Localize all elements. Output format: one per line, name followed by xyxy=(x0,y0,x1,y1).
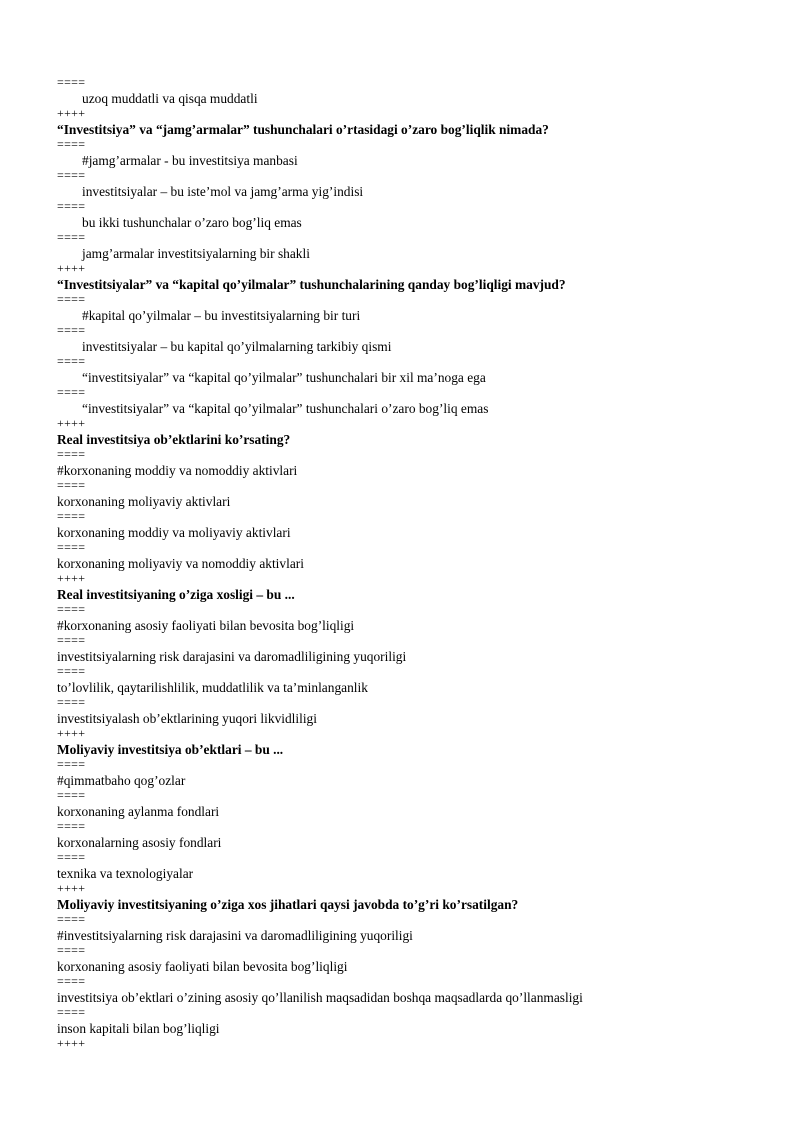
answer-separator: ==== xyxy=(57,137,86,151)
question-separator: ++++ xyxy=(57,261,86,275)
answer-separator: ==== xyxy=(57,633,86,647)
answer-option: #korxonaning moddiy va nomoddiy aktivlari xyxy=(57,462,298,478)
question-text: “Investitsiyalar” va “kapital qo’yilmalar” tushunchalarining qanday bog’liqligi mavjud? xyxy=(57,276,566,292)
answer-separator: ==== xyxy=(57,540,86,554)
answer-option: #qimmatbaho qog’ozlar xyxy=(57,772,186,788)
answer-option: investitsiyalar – bu iste’mol va jamg’arma yig’indisi xyxy=(82,183,364,199)
question-text: Real investitsiyaning o’ziga xosligi – bu ... xyxy=(57,586,295,602)
answer-option: “investitsiyalar” va “kapital qo’yilmalar” tushunchalari bir xil ma’noga ega xyxy=(82,369,486,385)
answer-separator: ==== xyxy=(57,354,86,368)
answer-separator: ==== xyxy=(57,75,86,89)
answer-option: to’lovlilik, qaytarilishlilik, muddatlilik va ta’minlanganlik xyxy=(57,679,368,695)
answer-separator: ==== xyxy=(57,819,86,833)
answer-option: #korxonaning asosiy faoliyati bilan bevosita bog’liqligi xyxy=(57,617,355,633)
answer-option: #kapital qo’yilmalar – bu investitsiyalarning bir turi xyxy=(82,307,361,323)
answer-option: investitsiyalash ob’ektlarining yuqori likvidliligi xyxy=(57,710,317,726)
answer-option: uzoq muddatli va qisqa muddatli xyxy=(82,90,258,106)
answer-separator: ==== xyxy=(57,695,86,709)
answer-separator: ==== xyxy=(57,850,86,864)
answer-separator: ==== xyxy=(57,385,86,399)
answer-option: #investitsiyalarning risk darajasini va daromadliligining yuqoriligi xyxy=(57,927,413,943)
answer-option: jamg’armalar investitsiyalarning bir shakli xyxy=(82,245,310,261)
question-separator: ++++ xyxy=(57,106,86,120)
answer-separator: ==== xyxy=(57,447,86,461)
answer-separator: ==== xyxy=(57,974,86,988)
answer-separator: ==== xyxy=(57,664,86,678)
quiz-text-body xyxy=(57,75,777,1052)
answer-separator: ==== xyxy=(57,757,86,771)
answer-separator: ==== xyxy=(57,912,86,926)
answer-option: korxonaning aylanma fondlari xyxy=(57,803,220,819)
answer-separator: ==== xyxy=(57,788,86,802)
answer-option: inson kapitali bilan bog’liqligi xyxy=(57,1020,220,1036)
answer-separator: ==== xyxy=(57,323,86,337)
answer-option: korxonaning asosiy faoliyati bilan bevosita bog’liqligi xyxy=(57,958,348,974)
answer-option: korxonaning moliyaviy va nomoddiy aktivlari xyxy=(57,555,304,571)
answer-option: #jamg’armalar - bu investitsiya manbasi xyxy=(82,152,298,168)
answer-separator: ==== xyxy=(57,509,86,523)
answer-option: texnika va texnologiyalar xyxy=(57,865,194,881)
answer-separator: ==== xyxy=(57,230,86,244)
question-separator: ++++ xyxy=(57,1036,86,1050)
answer-option: korxonaning moliyaviy aktivlari xyxy=(57,493,231,509)
answer-option: “investitsiyalar” va “kapital qo’yilmalar” tushunchalari o’zaro bog’liq emas xyxy=(82,400,489,416)
answer-separator: ==== xyxy=(57,1005,86,1019)
answer-separator: ==== xyxy=(57,168,86,182)
question-text: Moliyaviy investitsiyaning o’ziga xos jihatlari qaysi javobda to’g’ri ko’rsatilgan? xyxy=(57,896,519,912)
question-text: Real investitsiya ob’ektlarini ko’rsating? xyxy=(57,431,291,447)
answer-separator: ==== xyxy=(57,199,86,213)
answer-option: investitsiyalar – bu kapital qo’yilmalarning tarkibiy qismi xyxy=(82,338,392,354)
question-text: Moliyaviy investitsiya ob’ektlari – bu ... xyxy=(57,741,284,757)
question-separator: ++++ xyxy=(57,416,86,430)
answer-separator: ==== xyxy=(57,602,86,616)
answer-option: korxonaning moddiy va moliyaviy aktivlari xyxy=(57,524,291,540)
answer-option: korxonalarning asosiy fondlari xyxy=(57,834,222,850)
answer-option: investitsiyalarning risk darajasini va daromadliligining yuqoriligi xyxy=(57,648,407,664)
answer-separator: ==== xyxy=(57,292,86,306)
answer-separator: ==== xyxy=(57,943,86,957)
question-separator: ++++ xyxy=(57,726,86,740)
question-separator: ++++ xyxy=(57,881,86,895)
answer-option: bu ikki tushunchalar o’zaro bog’liq emas xyxy=(82,214,302,230)
answer-option: investitsiya ob’ektlari o’zining asosiy qo’llanilish maqsadidan boshqa maqsadlarda qo’llanmasligi xyxy=(57,989,583,1005)
question-separator: ++++ xyxy=(57,571,86,585)
answer-separator: ==== xyxy=(57,478,86,492)
question-text: “Investitsiya” va “jamg’armalar” tushunchalari o’rtasidagi o’zaro bog’liqlik nimada? xyxy=(57,121,549,137)
